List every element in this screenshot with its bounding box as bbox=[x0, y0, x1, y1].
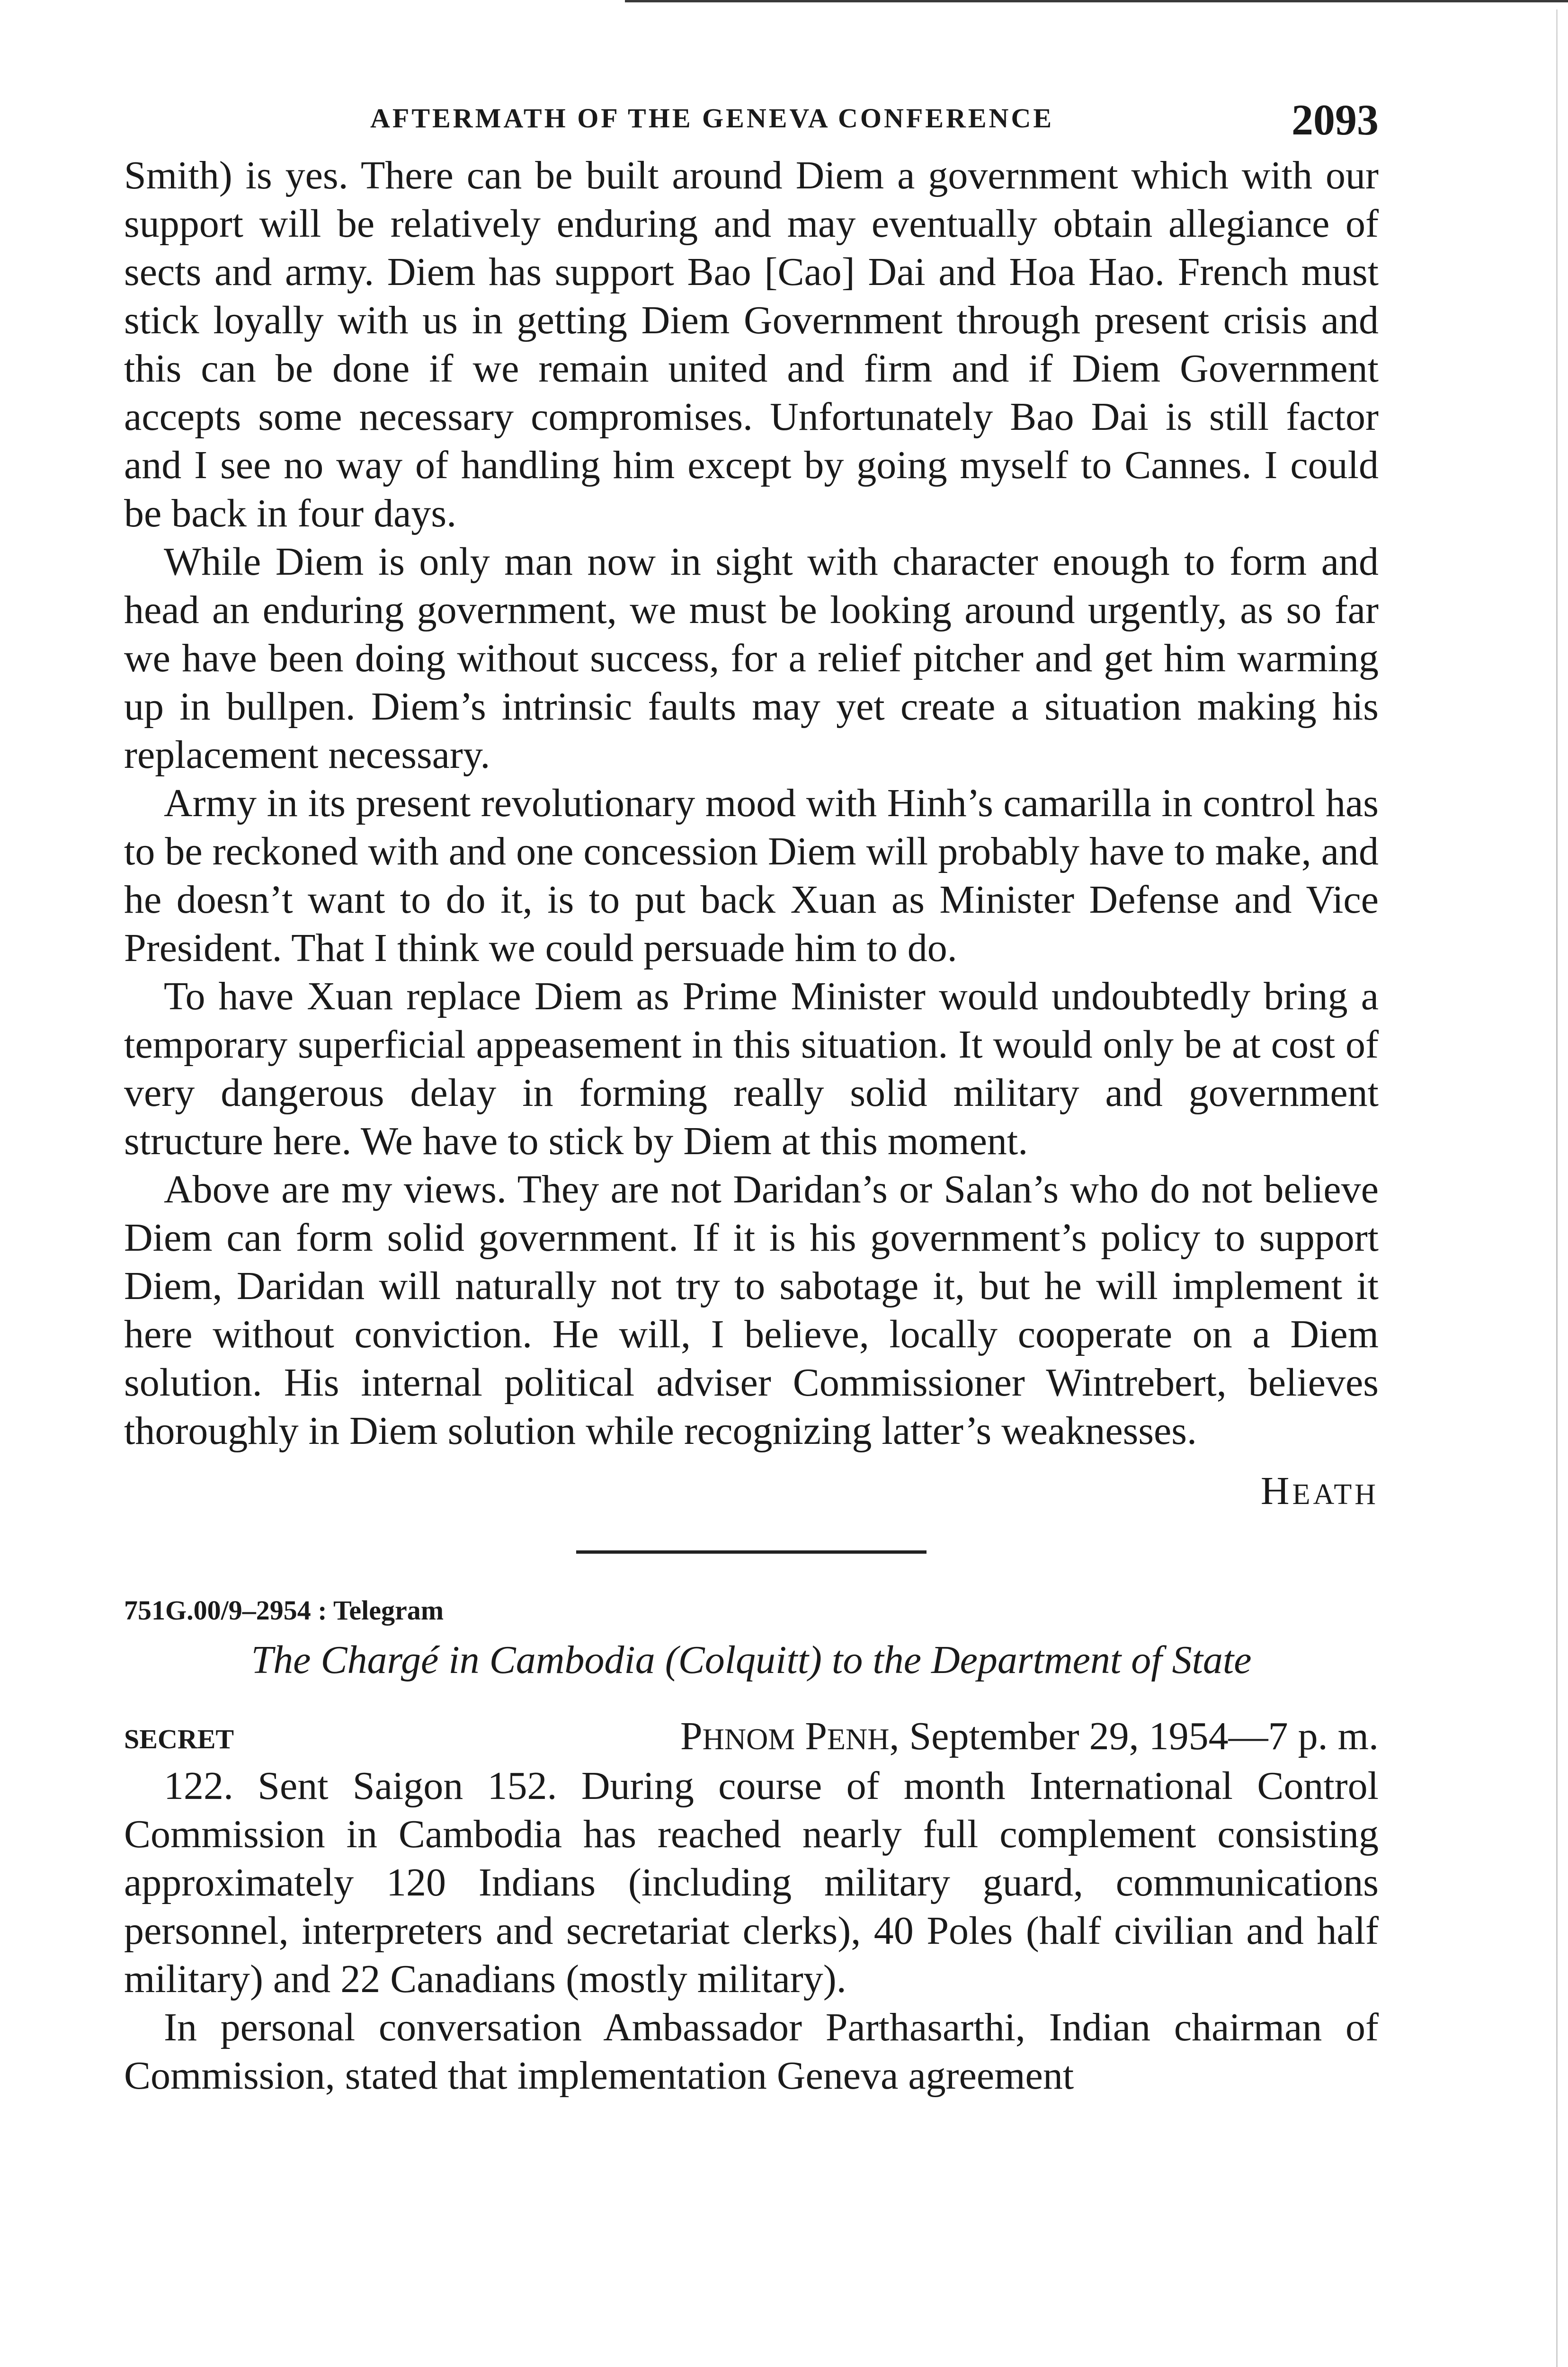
paragraph-1: Smith) is yes. There can be built around Diem a government which with our support will be relatively enduring and may eventually obtain allegiance of sects and army. Diem has support Bao [Cao] Dai and Hoa Hao. French must stick loyally with us in getting Diem Government through present crisis and this can be done if we remain united and firm and if Diem Government accepts some necessary compromises. Unfortunately Bao Dai is still factor and I see no way of handling him except by going myself to Cannes. I could be back in four days. bbox=[124, 153, 1379, 535]
top-edge-rule bbox=[625, 0, 1568, 2]
telegram-paragraph-1: 122. Sent Saigon 152. During course of month International Control Commission in Cambodia has reached nearly full complement consisting approximately 120 Indians (including military guard, communications personnel, interpreters and secretariat clerks), 40 Poles (half civilian and half military) and 22 Canadians (mostly military). bbox=[124, 1764, 1379, 2001]
page-content bbox=[124, 95, 1379, 2100]
scan-edge-shadow bbox=[1556, 9, 1558, 2367]
page-number: 2093 bbox=[1292, 96, 1379, 144]
file-reference: 751G.00/9–2954 : Telegram bbox=[124, 1595, 444, 1626]
document-title: The Chargé in Cambodia (Colquitt) to the Department of State bbox=[251, 1638, 1252, 1682]
running-title: AFTERMATH OF THE GENEVA CONFERENCE bbox=[370, 103, 1054, 133]
paragraph-5: Above are my views. They are not Daridan’s or Salan’s who do not believe Diem can form solid government. If it is his government’s policy to support Diem, Daridan will naturally not try to sabotage it, but he will implement it here without conviction. He will, I believe, locally cooperate on a Diem solution. His internal political adviser Commissioner Wintrebert, believes thoroughly in Diem solution while recognizing latter’s weaknesses. bbox=[124, 1167, 1379, 1453]
telegram-paragraph-2: In personal conversation Ambassador Parthasarthi, Indian chairman of Commission, stated that implementation Geneva agreement bbox=[124, 2005, 1379, 2098]
dateline-row bbox=[124, 1713, 1379, 1762]
dateline: PHNOM PENH, September 29, 1954—7 p. m. bbox=[680, 1714, 1379, 1758]
paragraph-2: While Diem is only man now in sight with character enough to form and head an enduring government, we must be looking around urgently, as so far we have been doing without success, for a relief pitcher and get him warming up in bullpen. Diem’s intrinsic faults may yet create a situation making his replacement necessary. bbox=[124, 540, 1379, 777]
paragraph-4: To have Xuan replace Diem as Prime Minister would undoubtedly bring a temporary superficial appeasement in this situation. It would only be at cost of very dangerous delay in forming really solid military and government structure here. We have to stick by Diem at this moment. bbox=[124, 974, 1379, 1163]
section-separator bbox=[576, 1550, 927, 1554]
signature bbox=[124, 1469, 1379, 1513]
classification-label: SECRET bbox=[124, 1724, 234, 1754]
running-head bbox=[124, 95, 1379, 151]
paragraph-3: Army in its present revolutionary mood with Hinh’s camarilla in control has to be reckoned with and one concession Diem will probably have to make, and he doesn’t want to do it, is to put back Xuan as Minister Defense and Vice President. That I think we could persuade him to do. bbox=[124, 781, 1379, 970]
signature-name: HEATH bbox=[1260, 1469, 1379, 1513]
